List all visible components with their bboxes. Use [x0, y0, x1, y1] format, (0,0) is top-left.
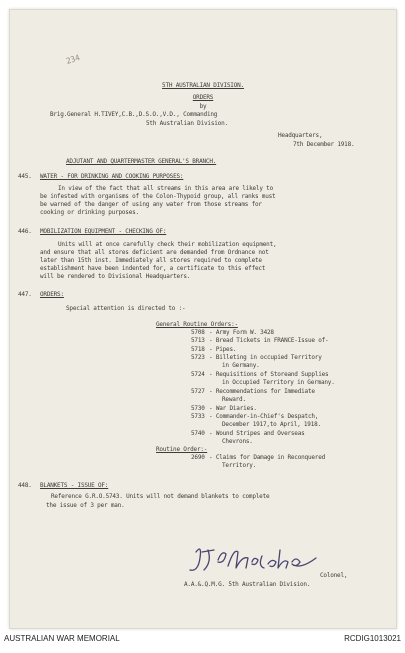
item-title: WATER - FOR DRINKING AND COOKING PURPOSES: — [40, 173, 184, 180]
item-line: and ensure that all stores deficient are demanded from Ordnance not — [40, 249, 269, 256]
ro-heading: Routine Order:- — [156, 446, 208, 453]
item-title: ORDERS: — [40, 291, 64, 298]
item-line: be warned of the danger of using any water from those streams for — [40, 201, 262, 208]
item-line: Units will at once carefully check their mobilization equipment, — [58, 241, 277, 248]
gro-text: Chevrons. — [222, 438, 253, 445]
document-page — [9, 9, 397, 629]
item-line: Reference G.R.O.5743. Units will not demand blankets to complete — [51, 493, 270, 500]
gro-text: Reward. — [222, 396, 246, 403]
by-line: by — [199, 103, 207, 110]
gro-text: in Germany. — [222, 362, 260, 369]
gro-number: 5723 — [191, 354, 205, 361]
gro-number: 5733 — [191, 413, 205, 420]
item-number: 445. — [18, 173, 32, 180]
ro-text: Territory. — [222, 462, 257, 469]
gro-number: 5713 — [191, 337, 205, 344]
gro-text: in Occupied Territory in Germany. — [222, 379, 335, 386]
orders-heading: ORDERS — [192, 94, 214, 101]
hq-label: Headquarters, — [278, 132, 323, 139]
gro-text: December 1917,to April, 1918. — [222, 421, 321, 428]
order-date: 7th December 1918. — [293, 141, 355, 148]
gro-number: 5724 — [191, 371, 205, 378]
footer-reference: RCDIG1013021 — [344, 634, 401, 643]
gro-number: 5718 — [191, 346, 205, 353]
folio-number: 234 — [64, 53, 81, 66]
branch-heading: ADJUTANT AND QUARTERMASTER GENERAL'S BRANCH. — [66, 158, 217, 165]
gro-number: 5708 — [191, 329, 205, 336]
item-title: MOBILIZATION EQUIPMENT - CHECKING OF: — [40, 228, 167, 235]
item-line: In view of the fact that all streams in this area are likely to — [58, 185, 273, 192]
gro-text: - Bread Tickets in FRANCE-Issue of- — [209, 337, 329, 344]
signoff-title: A.A.&.Q.M.G. 5th Australian Division. — [184, 581, 311, 588]
item-line: the issue of 3 per man. — [46, 502, 125, 509]
commander-line-1: Brig.General H.TIVEY,C.B.,D.S.O.,V.D., Commanding — [50, 111, 218, 118]
division-heading: 5TH AUSTRALIAN DIVISION. — [162, 82, 244, 89]
item-line: establishment have been indented for, a certificate to this effect — [40, 265, 266, 272]
item-line: later than 15th inst. Immediately all stores required to complete — [40, 257, 262, 264]
gro-number: 5740 — [191, 430, 205, 437]
gro-text: - Commander-in-Chief's Despatch, — [209, 413, 319, 420]
gro-number: 5730 — [191, 405, 205, 412]
item-title: BLANKETS - ISSUE OF: — [40, 482, 109, 489]
gro-text: - Requisitions of Storeand Supplies — [209, 371, 329, 378]
signoff-rank: Colonel, — [320, 572, 348, 579]
gro-text: - Wound Stripes and Overseas — [209, 430, 305, 437]
item-number: 446. — [18, 228, 32, 235]
gro-text: - Army Form W. 3428 — [209, 329, 274, 336]
commander-line-2: 5th Australian Division. — [146, 120, 228, 127]
footer-credit: AUSTRALIAN WAR MEMORIAL — [4, 634, 120, 643]
gro-number: 5727 — [191, 388, 205, 395]
item-line: will be rendered to Divisional Headquarters. — [40, 273, 191, 280]
gro-text: - Pipes. — [209, 346, 237, 353]
ro-text: - Claims for Damage in Reconquered — [209, 454, 326, 461]
orders-intro: Special attention is directed to :- — [66, 305, 186, 312]
gro-text: - War Diaries. — [209, 405, 257, 412]
item-line: cooking or drinking purposes. — [40, 209, 139, 216]
ro-number: 2690 — [191, 454, 205, 461]
gro-heading: General Routine Orders:- — [156, 321, 238, 328]
item-line: be infested with organisms of the Colon-Thypoid group, all ranks must — [40, 193, 276, 200]
handwritten-signature — [188, 540, 328, 580]
item-number: 448. — [18, 482, 32, 489]
gro-text: - Billeting in occupied Territory — [209, 354, 322, 361]
item-number: 447. — [18, 291, 32, 298]
gro-text: - Recommendations for Immediate — [209, 388, 315, 395]
